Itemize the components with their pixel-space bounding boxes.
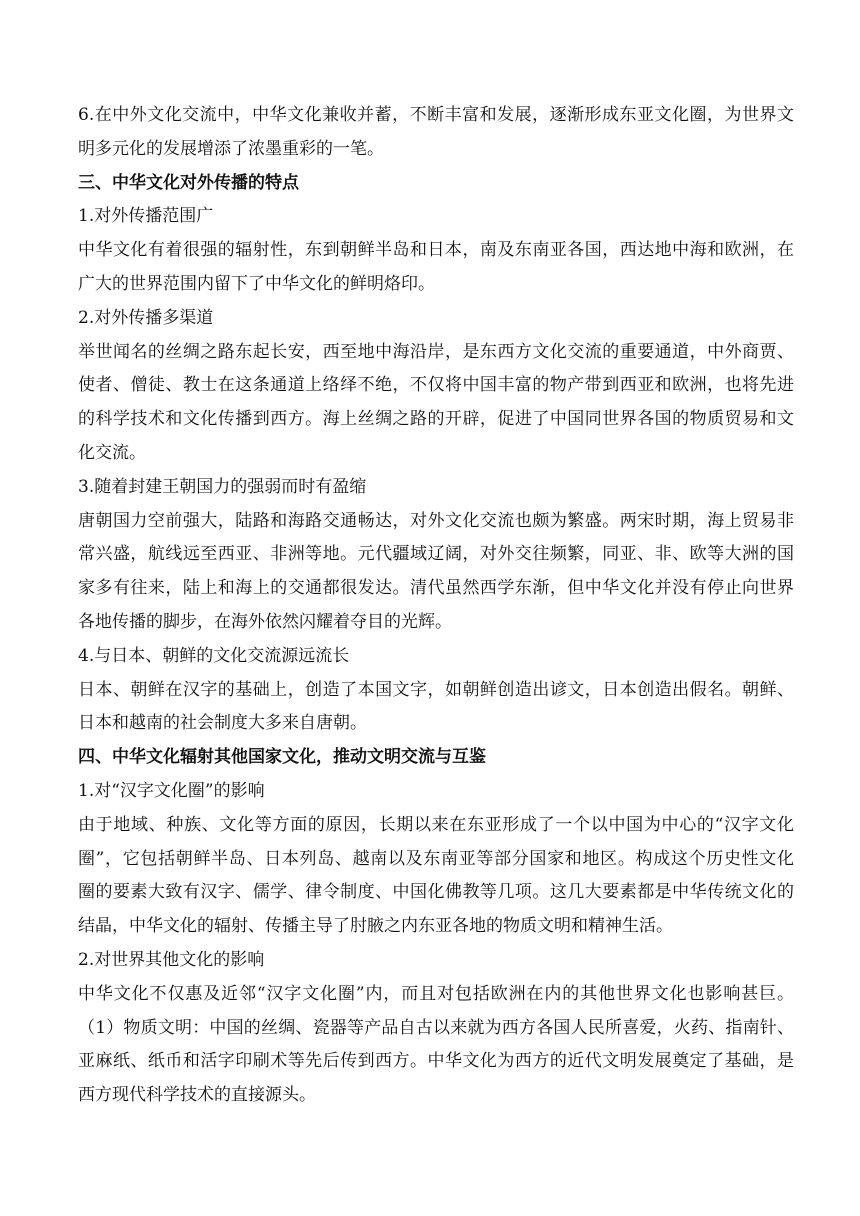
text-line: 家多有往来，陆上和海上的交通都很发达。清代虽然西学东渐，但中华文化并没有停止向世界	[78, 578, 794, 599]
text-line: 的科学技术和文化传播到西方。海上丝绸之路的开辟，促进了中国同世界各国的物质贸易和文	[78, 409, 794, 430]
text-line: 由于地域、种族、文化等方面的原因，长期以来在东亚形成了一个以中国为中心的“汉字文化	[78, 814, 794, 835]
text-line: 日本和越南的社会制度大多来自唐朝。	[78, 713, 367, 734]
text-line: 1.对“汉字文化圈”的影响	[78, 780, 265, 801]
section-heading: 四、中华文化辐射其他国家文化，推动文明交流与互鉴	[78, 747, 486, 768]
text-line: 化交流。	[78, 442, 146, 463]
text-line: 2.对外传播多渠道	[78, 307, 214, 328]
text-line: 6.在中外文化交流中，中华文化兼收并蓄，不断丰富和发展，逐渐形成东亚文化圈，为世界文	[78, 105, 794, 125]
document-page	[78, 99, 794, 1113]
text-line: 常兴盛，航线远至西亚、非洲等地。元代疆域辽阔，对外交往频繁，同亚、非、欧等大洲的国	[78, 544, 794, 565]
text-line: 日本、朝鲜在汉字的基础上，创造了本国文字，如朝鲜创造出谚文，日本创造出假名。朝鲜、	[78, 679, 794, 700]
text-line: 使者、僧徒、教士在这条通道上络绎不绝，不仅将中国丰富的物产带到西亚和欧洲，也将先进	[78, 375, 794, 396]
text-line: 各地传播的脚步，在海外依然闪耀着夺目的光辉。	[78, 611, 452, 632]
text-line: 中华文化有着很强的辐射性，东到朝鲜半岛和日本，南及东南亚各国，西达地中海和欧洲，在	[78, 240, 794, 261]
text-line: 中华文化不仅惠及近邻“汉字文化圈”内，而且对包括欧洲在内的其他世界文化也影响甚巨。	[78, 983, 794, 1004]
section-heading: 三、中华文化对外传播的特点	[78, 172, 299, 193]
text-line: 2.对世界其他文化的影响	[78, 949, 265, 970]
text-line: 圈的要素大致有汉字、儒学、律令制度、中国化佛教等几项。这几大要素都是中华传统文化的	[78, 882, 794, 903]
text-line: 唐朝国力空前强大，陆路和海路交通畅达，对外文化交流也颇为繁盛。两宋时期，海上贸易非	[78, 510, 794, 531]
text-line: （1）物质文明：中国的丝绸、瓷器等产品自古以来就为西方各国人民所喜爱，火药、指南针、	[78, 1017, 794, 1038]
text-line: 举世闻名的丝绸之路东起长安，西至地中海沿岸，是东西方文化交流的重要通道，中外商贾、	[78, 341, 794, 362]
text-line: 广大的世界范围内留下了中华文化的鲜明烙印。	[78, 273, 435, 294]
text-line: 圈”，它包括朝鲜半岛、日本列岛、越南以及东南亚等部分国家和地区。构成这个历史性文化	[78, 848, 794, 869]
text-line: 4.与日本、朝鲜的文化交流源远流长	[78, 645, 350, 666]
text-line: 3.随着封建王朝国力的强弱而时有盈缩	[78, 476, 367, 497]
text-line: 西方现代科学技术的直接源头。	[78, 1085, 316, 1106]
text-line: 结晶，中华文化的辐射、传播主导了肘腋之内东亚各地的物质文明和精神生活。	[78, 916, 673, 937]
text-line: 亚麻纸、纸币和活字印刷术等先后传到西方。中华文化为西方的近代文明发展奠定了基础，是	[78, 1051, 794, 1072]
text-line: 1.对外传播范围广	[78, 206, 214, 227]
text-line: 明多元化的发展增添了浓墨重彩的一笔。	[78, 138, 384, 159]
